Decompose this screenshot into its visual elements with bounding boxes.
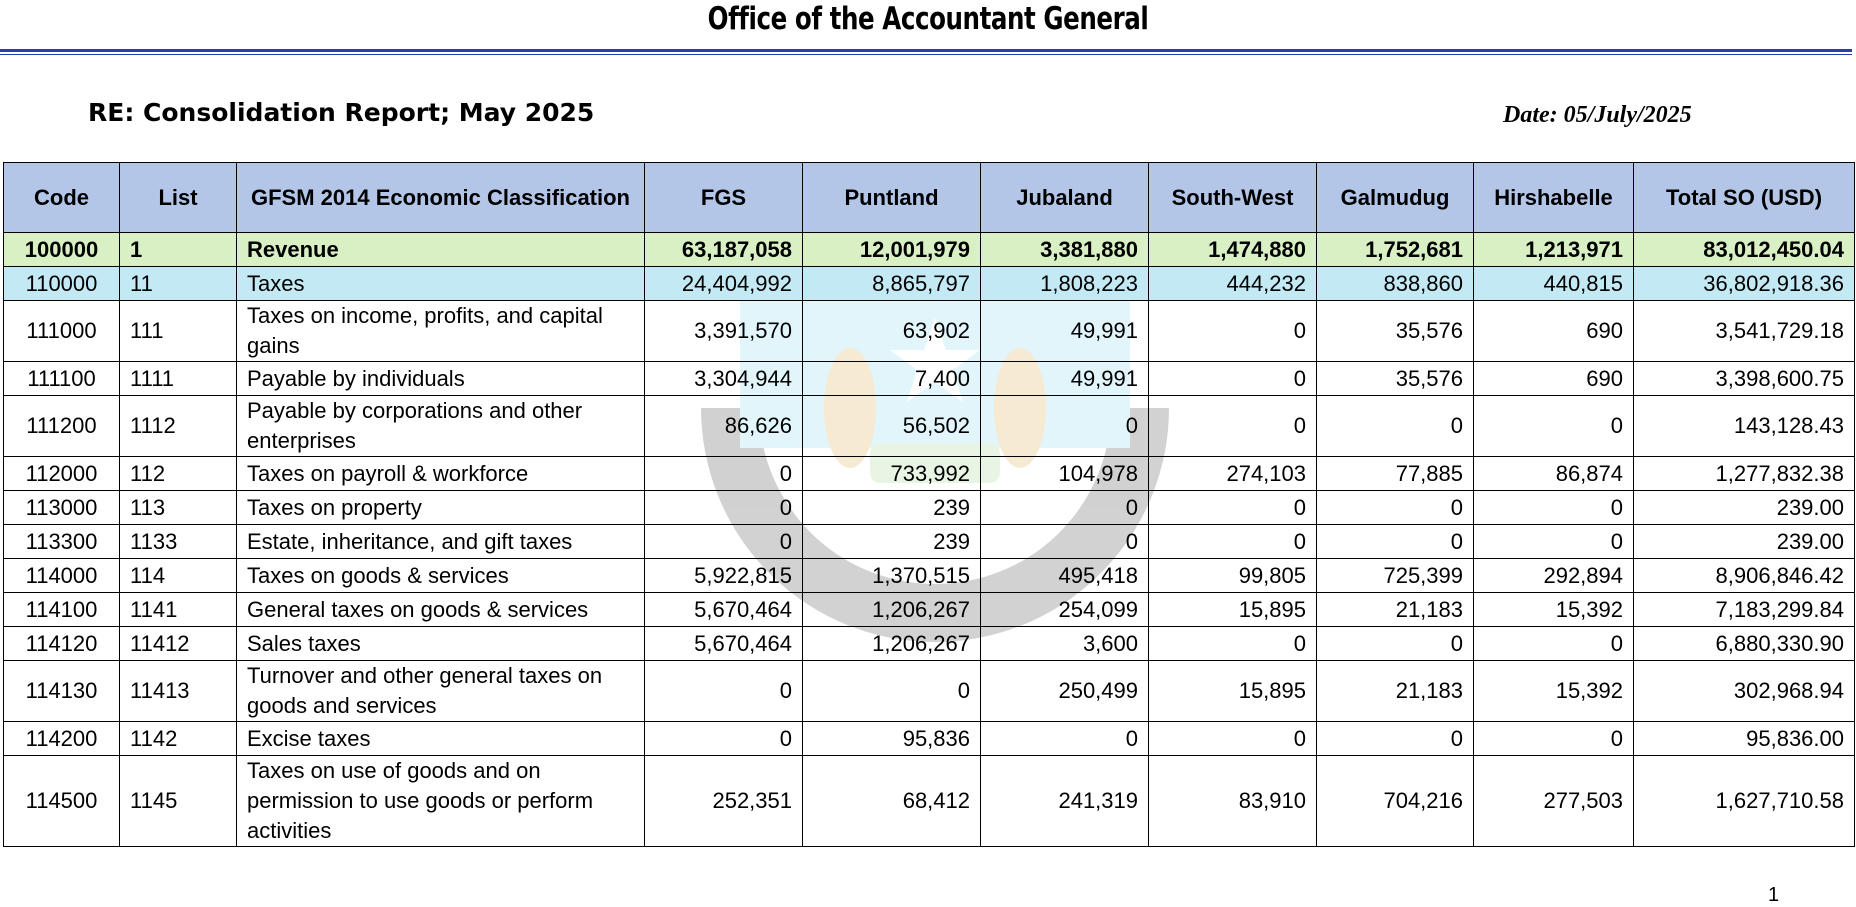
consolidation-table: [3, 162, 1855, 847]
cell-jubaland: 495,418: [981, 559, 1149, 593]
cell-code: 114100: [4, 593, 120, 627]
cell-puntland: 1,206,267: [803, 593, 981, 627]
cell-puntland: 8,865,797: [803, 267, 981, 301]
cell-total: 239.00: [1634, 525, 1855, 559]
table-row: [4, 301, 1855, 362]
table-row: [4, 756, 1855, 847]
cell-jubaland: 0: [981, 491, 1149, 525]
column-header-jubaland: Jubaland: [981, 163, 1149, 233]
cell-code: 111200: [4, 396, 120, 457]
cell-code: 113000: [4, 491, 120, 525]
cell-classification: Taxes on use of goods and on permission to use goods or perform activities: [237, 756, 645, 847]
cell-classification: Taxes on property: [237, 491, 645, 525]
report-date: Date: 05/July/2025: [1503, 102, 1692, 128]
cell-galmudug: 35,576: [1317, 301, 1474, 362]
cell-code: 100000: [4, 233, 120, 267]
cell-classification: Turnover and other general taxes on goods and services: [237, 661, 645, 722]
cell-list: 1112: [120, 396, 237, 457]
column-header-code: Code: [4, 163, 120, 233]
cell-hirshabelle: 0: [1474, 396, 1634, 457]
cell-code: 111000: [4, 301, 120, 362]
cell-puntland: 68,412: [803, 756, 981, 847]
cell-list: 1133: [120, 525, 237, 559]
cell-total: 6,880,330.90: [1634, 627, 1855, 661]
cell-galmudug: 838,860: [1317, 267, 1474, 301]
column-header-classification: GFSM 2014 Economic Classification: [237, 163, 645, 233]
cell-hirshabelle: 15,392: [1474, 593, 1634, 627]
cell-list: 1111: [120, 362, 237, 396]
cell-fgs: 3,391,570: [645, 301, 803, 362]
cell-code: 114500: [4, 756, 120, 847]
cell-total: 3,398,600.75: [1634, 362, 1855, 396]
cell-south-west: 274,103: [1149, 457, 1317, 491]
cell-hirshabelle: 86,874: [1474, 457, 1634, 491]
cell-list: 11413: [120, 661, 237, 722]
column-header-fgs: FGS: [645, 163, 803, 233]
cell-total: 3,541,729.18: [1634, 301, 1855, 362]
cell-code: 112000: [4, 457, 120, 491]
cell-puntland: 56,502: [803, 396, 981, 457]
column-header-puntland: Puntland: [803, 163, 981, 233]
cell-jubaland: 1,808,223: [981, 267, 1149, 301]
cell-jubaland: 250,499: [981, 661, 1149, 722]
office-title: Office of the Accountant General: [707, 1, 1149, 37]
table-row: [4, 362, 1855, 396]
cell-south-west: 0: [1149, 491, 1317, 525]
page-number: 1: [1768, 884, 1780, 906]
cell-fgs: 0: [645, 525, 803, 559]
cell-total: 1,277,832.38: [1634, 457, 1855, 491]
cell-puntland: 63,902: [803, 301, 981, 362]
cell-fgs: 0: [645, 661, 803, 722]
column-header-hirshabelle: Hirshabelle: [1474, 163, 1634, 233]
cell-total: 7,183,299.84: [1634, 593, 1855, 627]
cell-hirshabelle: 1,213,971: [1474, 233, 1634, 267]
cell-galmudug: 0: [1317, 722, 1474, 756]
table-row: [4, 593, 1855, 627]
cell-fgs: 24,404,992: [645, 267, 803, 301]
cell-fgs: 252,351: [645, 756, 803, 847]
cell-jubaland: 0: [981, 396, 1149, 457]
cell-puntland: 95,836: [803, 722, 981, 756]
cell-south-west: 0: [1149, 525, 1317, 559]
cell-classification: General taxes on goods & services: [237, 593, 645, 627]
cell-galmudug: 725,399: [1317, 559, 1474, 593]
cell-jubaland: 3,381,880: [981, 233, 1149, 267]
cell-hirshabelle: 0: [1474, 491, 1634, 525]
cell-fgs: 5,670,464: [645, 593, 803, 627]
table-row: [4, 267, 1855, 301]
cell-south-west: 15,895: [1149, 661, 1317, 722]
cell-galmudug: 35,576: [1317, 362, 1474, 396]
cell-code: 114120: [4, 627, 120, 661]
cell-code: 110000: [4, 267, 120, 301]
cell-list: 111: [120, 301, 237, 362]
cell-fgs: 63,187,058: [645, 233, 803, 267]
cell-fgs: 3,304,944: [645, 362, 803, 396]
cell-list: 1: [120, 233, 237, 267]
cell-galmudug: 0: [1317, 491, 1474, 525]
cell-south-west: 15,895: [1149, 593, 1317, 627]
cell-galmudug: 0: [1317, 525, 1474, 559]
cell-code: 114200: [4, 722, 120, 756]
cell-fgs: 0: [645, 457, 803, 491]
table-row: [4, 491, 1855, 525]
cell-south-west: 99,805: [1149, 559, 1317, 593]
cell-list: 1142: [120, 722, 237, 756]
column-header-list: List: [120, 163, 237, 233]
cell-list: 11: [120, 267, 237, 301]
cell-classification: Sales taxes: [237, 627, 645, 661]
cell-jubaland: 104,978: [981, 457, 1149, 491]
cell-galmudug: 704,216: [1317, 756, 1474, 847]
cell-fgs: 0: [645, 491, 803, 525]
cell-list: 112: [120, 457, 237, 491]
table-row: [4, 722, 1855, 756]
cell-jubaland: 254,099: [981, 593, 1149, 627]
cell-puntland: 7,400: [803, 362, 981, 396]
table-row: [4, 661, 1855, 722]
cell-puntland: 12,001,979: [803, 233, 981, 267]
cell-list: 11412: [120, 627, 237, 661]
cell-galmudug: 21,183: [1317, 661, 1474, 722]
table-row: [4, 396, 1855, 457]
column-header-south-west: South-West: [1149, 163, 1317, 233]
column-header-galmudug: Galmudug: [1317, 163, 1474, 233]
cell-jubaland: 3,600: [981, 627, 1149, 661]
cell-south-west: 1,474,880: [1149, 233, 1317, 267]
cell-list: 1145: [120, 756, 237, 847]
cell-total: 8,906,846.42: [1634, 559, 1855, 593]
cell-classification: Taxes on goods & services: [237, 559, 645, 593]
cell-puntland: 239: [803, 525, 981, 559]
cell-list: 113: [120, 491, 237, 525]
cell-jubaland: 49,991: [981, 362, 1149, 396]
table-row: [4, 233, 1855, 267]
cell-list: 114: [120, 559, 237, 593]
cell-total: 302,968.94: [1634, 661, 1855, 722]
cell-south-west: 83,910: [1149, 756, 1317, 847]
cell-list: 1141: [120, 593, 237, 627]
cell-total: 1,627,710.58: [1634, 756, 1855, 847]
cell-classification: Taxes on income, profits, and capital gains: [237, 301, 645, 362]
cell-south-west: 0: [1149, 301, 1317, 362]
cell-south-west: 0: [1149, 627, 1317, 661]
cell-code: 114000: [4, 559, 120, 593]
cell-total: 83,012,450.04: [1634, 233, 1855, 267]
cell-south-west: 0: [1149, 396, 1317, 457]
cell-fgs: 86,626: [645, 396, 803, 457]
table-row: [4, 525, 1855, 559]
cell-hirshabelle: 690: [1474, 301, 1634, 362]
cell-classification: Estate, inheritance, and gift taxes: [237, 525, 645, 559]
cell-hirshabelle: 292,894: [1474, 559, 1634, 593]
cell-fgs: 5,670,464: [645, 627, 803, 661]
table-row: [4, 457, 1855, 491]
cell-code: 111100: [4, 362, 120, 396]
cell-fgs: 5,922,815: [645, 559, 803, 593]
table-row: [4, 627, 1855, 661]
cell-jubaland: 0: [981, 525, 1149, 559]
cell-puntland: 1,206,267: [803, 627, 981, 661]
cell-puntland: 0: [803, 661, 981, 722]
cell-galmudug: 77,885: [1317, 457, 1474, 491]
cell-galmudug: 0: [1317, 627, 1474, 661]
cell-classification: Revenue: [237, 233, 645, 267]
cell-hirshabelle: 15,392: [1474, 661, 1634, 722]
header-rule-thick: [0, 49, 1852, 52]
cell-classification: Taxes: [237, 267, 645, 301]
cell-classification: Payable by individuals: [237, 362, 645, 396]
cell-galmudug: 21,183: [1317, 593, 1474, 627]
cell-hirshabelle: 0: [1474, 722, 1634, 756]
header-rule-thin: [0, 54, 1852, 55]
cell-galmudug: 0: [1317, 396, 1474, 457]
cell-total: 36,802,918.36: [1634, 267, 1855, 301]
cell-south-west: 0: [1149, 362, 1317, 396]
cell-fgs: 0: [645, 722, 803, 756]
cell-classification: Payable by corporations and other enterprises: [237, 396, 645, 457]
cell-total: 95,836.00: [1634, 722, 1855, 756]
cell-total: 239.00: [1634, 491, 1855, 525]
cell-puntland: 1,370,515: [803, 559, 981, 593]
cell-hirshabelle: 690: [1474, 362, 1634, 396]
column-header-total: Total SO (USD): [1634, 163, 1855, 233]
cell-classification: Taxes on payroll & workforce: [237, 457, 645, 491]
cell-jubaland: 49,991: [981, 301, 1149, 362]
cell-jubaland: 0: [981, 722, 1149, 756]
cell-puntland: 733,992: [803, 457, 981, 491]
cell-code: 114130: [4, 661, 120, 722]
cell-code: 113300: [4, 525, 120, 559]
table-row: [4, 559, 1855, 593]
report-title: RE: Consolidation Report; May 2025: [88, 98, 595, 127]
cell-classification: Excise taxes: [237, 722, 645, 756]
cell-jubaland: 241,319: [981, 756, 1149, 847]
table-header-row: [4, 163, 1855, 233]
cell-galmudug: 1,752,681: [1317, 233, 1474, 267]
cell-hirshabelle: 277,503: [1474, 756, 1634, 847]
cell-south-west: 444,232: [1149, 267, 1317, 301]
cell-hirshabelle: 440,815: [1474, 267, 1634, 301]
cell-puntland: 239: [803, 491, 981, 525]
cell-hirshabelle: 0: [1474, 525, 1634, 559]
cell-hirshabelle: 0: [1474, 627, 1634, 661]
cell-south-west: 0: [1149, 722, 1317, 756]
cell-total: 143,128.43: [1634, 396, 1855, 457]
